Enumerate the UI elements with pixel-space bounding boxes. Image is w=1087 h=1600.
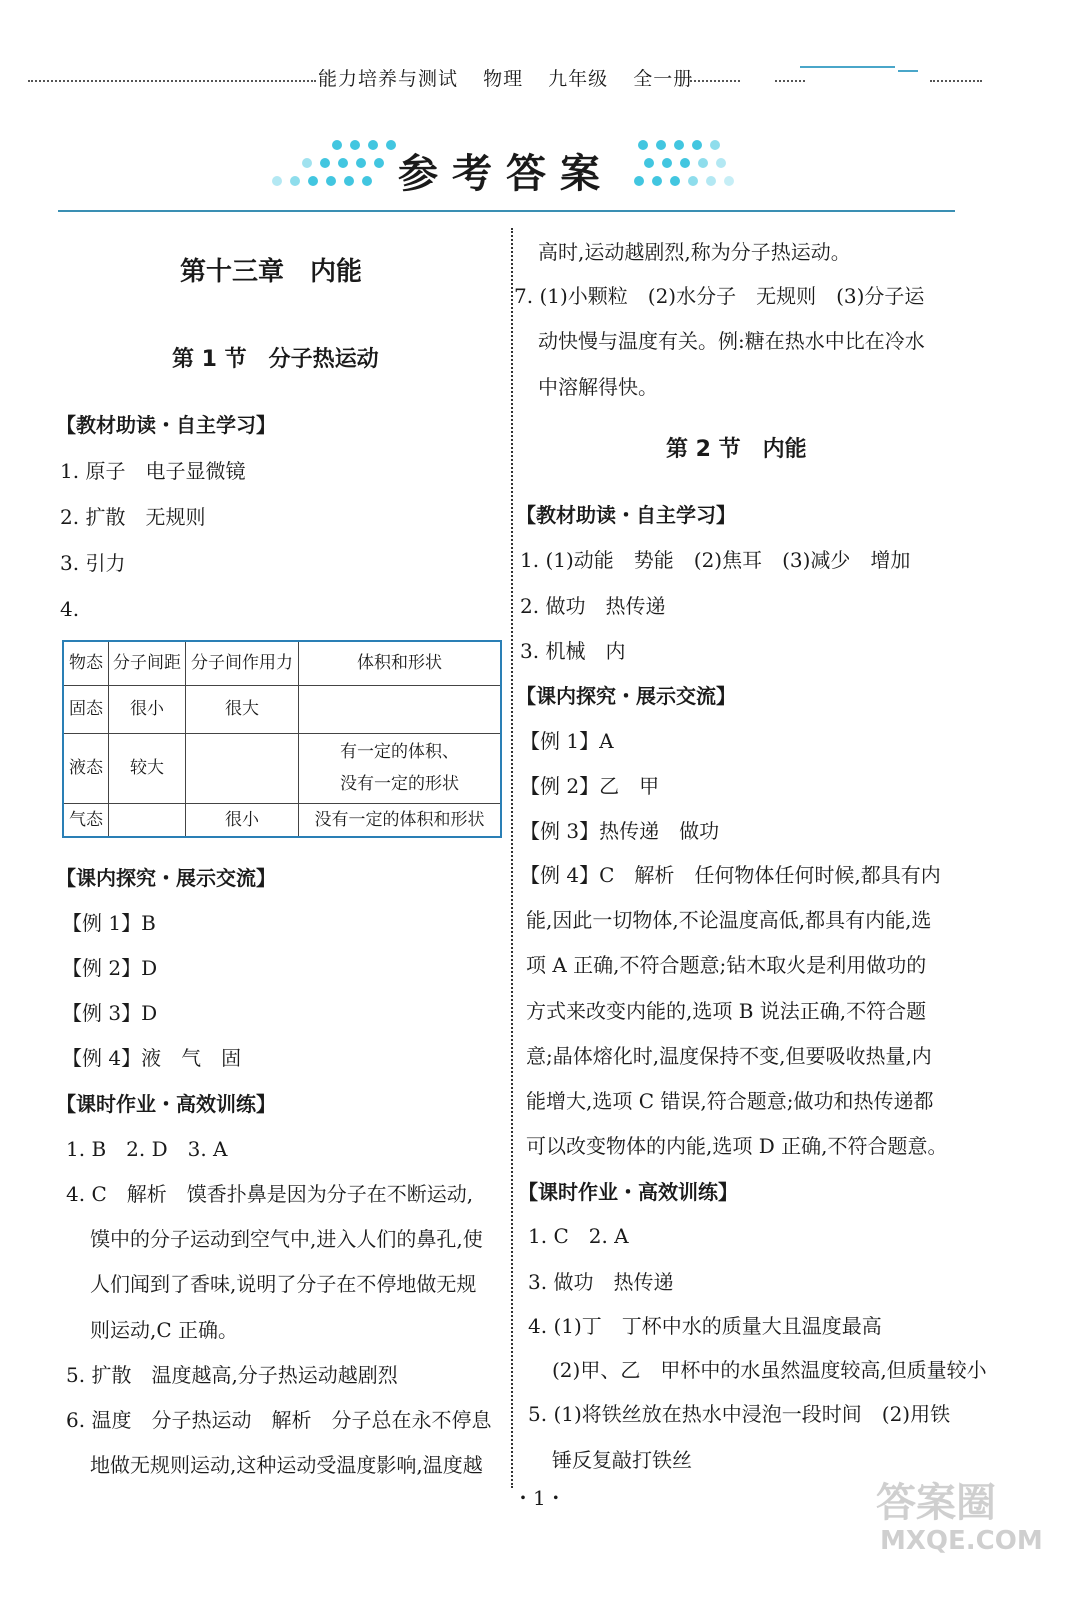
- table-cell: 很小: [186, 803, 299, 837]
- watermark-text: 答案圈: [876, 1480, 996, 1526]
- left-line2-0: 【课内探究・展示交流】: [56, 866, 276, 890]
- left-line-0: 【教材助读・自主学习】: [56, 413, 276, 437]
- table-row: [63, 685, 501, 733]
- table-cell: 较大: [109, 733, 186, 803]
- table-cell: 很大: [186, 685, 299, 733]
- right-line2-1: 1. (1)动能 势能 (2)焦耳 (3)减少 增加: [520, 548, 911, 572]
- header-blue-bar: [800, 66, 895, 68]
- right-line-3: 中溶解得快。: [538, 375, 658, 399]
- dots-decoration-left: [262, 138, 402, 190]
- right-line2-0: 【教材助读・自主学习】: [516, 503, 736, 527]
- right-line2-3: 3. 机械 内: [520, 639, 626, 663]
- right-line2-11: 方式来改变内能的,选项 B 说法正确,不符合题: [526, 999, 927, 1023]
- left-line-4: 4.: [60, 597, 80, 621]
- left-line2-13: 地做无规则运动,这种运动受温度影响,温度越: [90, 1453, 483, 1477]
- right-line2-4: 【课内探究・展示交流】: [516, 684, 736, 708]
- header-dots-right: [775, 80, 805, 82]
- table-cell: 没有一定的体积和形状: [299, 803, 502, 837]
- table-header-cell: 体积和形状: [299, 641, 502, 685]
- table-row: [63, 641, 501, 685]
- table-header-cell: 物态: [63, 641, 109, 685]
- header-dots-left: [28, 80, 316, 82]
- table-row: [63, 803, 501, 837]
- section-title-1: 第 1 节 分子热运动: [172, 347, 379, 372]
- left-line2-10: 则运动,C 正确。: [90, 1318, 239, 1342]
- table-header-cell: 分子间作用力: [186, 641, 299, 685]
- dots-decoration-right: [630, 138, 770, 190]
- column-divider: [511, 228, 513, 1488]
- header-blue-bar-2: [898, 70, 918, 72]
- right-line2-15: 【课时作业・高效训练】: [518, 1180, 738, 1204]
- title-rule: [58, 210, 955, 212]
- right-line2-19: (2)甲、乙 甲杯中的水虽然温度较高,但质量较小: [552, 1358, 987, 1382]
- page-number: ・1・: [513, 1486, 566, 1510]
- left-line2-11: 5. 扩散 温度越高,分子热运动越剧烈: [66, 1363, 398, 1387]
- table-header-cell: 分子间距: [109, 641, 186, 685]
- header-dots-far-right: [930, 80, 982, 82]
- watermark-url: MXQE.COM: [880, 1526, 1043, 1556]
- section-title-2: 第 2 节 内能: [666, 437, 807, 462]
- right-line2-16: 1. C 2. A: [528, 1224, 629, 1248]
- right-line2-20: 5. (1)将铁丝放在热水中浸泡一段时间 (2)用铁: [528, 1402, 951, 1426]
- table-cell: [109, 803, 186, 837]
- table-cell: 气态: [63, 803, 109, 837]
- left-line2-12: 6. 温度 分子热运动 解析 分子总在永不停息: [66, 1408, 492, 1432]
- states-table: [62, 640, 502, 838]
- left-line2-4: 【例 4】液 气 固: [62, 1046, 242, 1070]
- left-line-3: 3. 引力: [60, 551, 126, 575]
- right-line2-9: 能,因此一切物体,不论温度高低,都具有内能,选: [526, 908, 932, 932]
- left-line2-3: 【例 3】D: [62, 1001, 158, 1025]
- header-dots-mid: [690, 80, 740, 82]
- table-cell-line: 没有一定的形状: [340, 774, 459, 794]
- watermark-logo: [876, 1480, 1043, 1556]
- left-line-2: 2. 扩散 无规则: [60, 505, 206, 529]
- table-cell: [186, 733, 299, 803]
- table-cell: [299, 685, 502, 733]
- table-cell-line: 有一定的体积、: [340, 742, 459, 762]
- left-line2-5: 【课时作业・高效训练】: [56, 1092, 276, 1116]
- header-title: [318, 64, 711, 91]
- left-line-1: 1. 原子 电子显微镜: [60, 459, 246, 483]
- left-line2-1: 【例 1】B: [62, 911, 156, 935]
- chapter-title: 第十三章 内能: [180, 257, 363, 287]
- table-cell: 很小: [109, 685, 186, 733]
- right-line2-10: 项 A 正确,不符合题意;钻木取火是利用做功的: [526, 953, 927, 977]
- right-line2-2: 2. 做功 热传递: [520, 594, 666, 618]
- right-line-0: 高时,运动越剧烈,称为分子热运动。: [538, 240, 851, 264]
- header-grade: 九年级: [548, 68, 609, 90]
- right-line2-17: 3. 做功 热传递: [528, 1270, 674, 1294]
- header-book-title: 能力培养与测试: [318, 68, 459, 90]
- right-line2-14: 可以改变物体的内能,选项 D 正确,不符合题意。: [526, 1134, 948, 1158]
- right-line2-8: 【例 4】C 解析 任何物体任何时候,都具有内: [520, 863, 941, 887]
- table-cell: 液态: [63, 733, 109, 803]
- right-line2-18: 4. (1)丁 丁杯中水的质量大且温度最高: [528, 1314, 882, 1338]
- left-line2-6: 1. B 2. D 3. A: [66, 1137, 228, 1161]
- left-line2-2: 【例 2】D: [62, 956, 158, 980]
- right-line2-7: 【例 3】热传递 做功: [520, 819, 720, 843]
- table-cell: [299, 733, 502, 803]
- header-volume: 全一册: [633, 68, 694, 90]
- right-line2-21: 锤反复敲打铁丝: [552, 1448, 692, 1472]
- right-line-1: 7. (1)小颗粒 (2)水分子 无规则 (3)分子运: [514, 284, 925, 308]
- left-line2-8: 馍中的分子运动到空气中,进入人们的鼻孔,使: [90, 1227, 483, 1251]
- right-line2-12: 意;晶体熔化时,温度保持不变,但要吸收热量,内: [526, 1044, 932, 1068]
- right-line-2: 动快慢与温度有关。例:糖在热水中比在冷水: [538, 329, 925, 353]
- right-line2-5: 【例 1】A: [520, 729, 614, 753]
- table-row: [63, 733, 501, 803]
- right-line2-13: 能增大,选项 C 错误,符合题意;做功和热传递都: [526, 1089, 934, 1113]
- header-subject: 物理: [483, 68, 524, 90]
- table-cell: 固态: [63, 685, 109, 733]
- right-line2-6: 【例 2】乙 甲: [520, 774, 660, 798]
- banner-title: 参考答案: [398, 150, 614, 197]
- left-line2-7: 4. C 解析 馍香扑鼻是因为分子在不断运动,: [66, 1182, 474, 1206]
- left-line2-9: 人们闻到了香味,说明了分子在不停地做无规: [90, 1272, 477, 1296]
